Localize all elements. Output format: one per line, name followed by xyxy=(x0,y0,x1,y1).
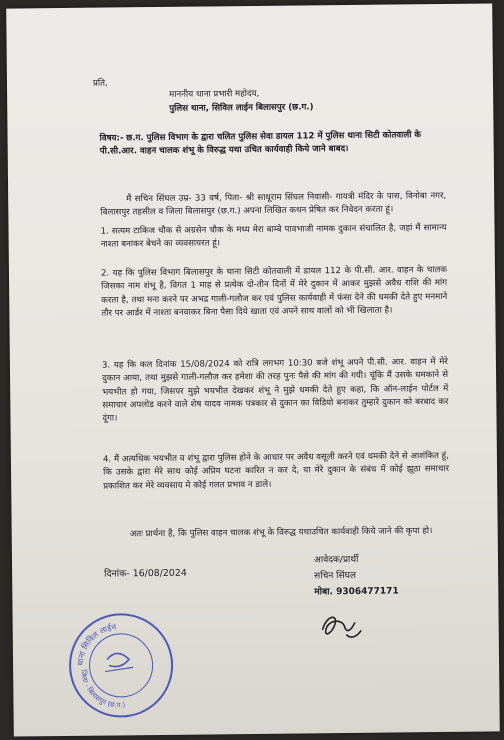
request-paragraph: अतः प्रार्थना है, कि पुलिस वाहन चालक शंभू के विरुद्ध यथाउचित कार्यवाही किये जाने की कृपा हो। xyxy=(129,526,433,540)
subject-text: छ.ग. पुलिस विभाग के द्वारा चलित पुलिस सेवा डायल 112 में पुलिस थाना सिटी कोतवाली के पी.सी.आर. वाहन चालक शंभू के विरुद्ध यथा उचित कार्यवाही किये जाने बाबद। xyxy=(99,130,422,157)
point-1: 1. सत्यम टाकिज चौक से अग्रसेन चौक के मध्य मेरा बाम्बे पावभाजी नामक दुकान संचालित है, जहां मैं सामान्य नाश्ता बनाकर बेचने का व्यवसायरत हूं। xyxy=(100,222,447,250)
letter-page xyxy=(6,3,500,736)
intro-paragraph: मैं सचिन सिंघल उम्र- 33 वर्ष, पिता- श्री साधूराम सिंघल निवासी- गायत्री मंदिर के पास, विनोबा नगर, बिलासपुर तहसील व जिला बिलासपुर (छ.ग.) अपना लिखित कथन प्रेषित कर निवेदन करता हूं। xyxy=(100,190,447,218)
date-line: दिनांक- 16/08/2024 xyxy=(104,567,187,580)
applicant-signature xyxy=(317,609,365,644)
point-2: 2. यह कि पुलिस विभाग बिलासपुर के थाना सिटी कोतवाली में डायल 112 के पी.सी. आर. वाहन के चालक जिसका नाम शंभू है, विगत 1 माह से प्रत्येक दो-तीन दिनों में मेरे दुकान में आकर मुझसे अवैध राशि की मांग करता है, तथा मना करने पर अभद्र गाली-गलौज कर एवं पुलिस कार्यवाही में फंसा देने की धमकी देते हुए मनमाने तौर पर आर्डर में नाश्ता बनवाकर बिना पैसा दिये खाता एवं अपने साथ वालों को भी खिलाता है। xyxy=(100,264,448,319)
letter-prati: प्रति, xyxy=(92,78,108,89)
applicant-role: आवेदक/प्रार्थी xyxy=(313,554,359,566)
subject-label: विषय:- xyxy=(99,133,124,144)
stamp-bottom-text: जिला - बिलासपुर (छ.ग.) xyxy=(78,669,126,710)
stamp-top-text: थाना सिविल लाईन xyxy=(75,622,117,667)
stamp-inner-ring xyxy=(89,633,154,698)
point-3: 3. यह कि कल दिनांक 15/08/2024 को रात्रि लगभग 10:30 बजे शंभू अपने पी.सी. आर. वाहन में मेरे दुकान आया, तथा मुझसे गाली-गलौज कर हमेशा की तरह पुनः पैसे की मांग की गयी। चूंकि मैं उसके धमकाने से भयभीत हो गया, जिसपर मुझे भयभीत देखकर शंभू ने मुझे धमकी देते हुए कहा, कि ऑन-लाईन पोर्टल में समाचार अपलोड करने वाले शेष यादव नामक पत्रकार से दुकान का विडियो बनाकर तुम्हारे दुकान को बरबाद कर दूंगा। xyxy=(101,356,449,424)
applicant-name: सचिन सिंघल xyxy=(314,570,357,582)
recipient-line-1: माननीय थाना प्रभारी महोदय, xyxy=(169,88,260,100)
applicant-block xyxy=(314,552,399,600)
applicant-mobile: मोबा. 9306477171 xyxy=(314,585,399,597)
point-4: 4. मैं अत्यधिक भयभीत व शंभू द्वारा पुलिस होने के आधार पर अवैध वसूली करने एवं धमकी देने से आशंकित हूं, कि उसके द्वारा मेरे साथ कोई अप्रिय घटना कारित न कर दे, या मेरे दुकान के संबंध में कोई झूठा समाचार प्रकाशित कर मेरे व्यवसाय मे कोई गलत प्रभाव न डाले। xyxy=(102,450,450,492)
police-stamp xyxy=(69,613,174,718)
subject-block xyxy=(100,129,434,159)
recipient-address xyxy=(169,87,314,116)
recipient-line-2: पुलिस थाना, सिविल लाईन बिलासपुर (छ.ग.) xyxy=(169,102,314,114)
